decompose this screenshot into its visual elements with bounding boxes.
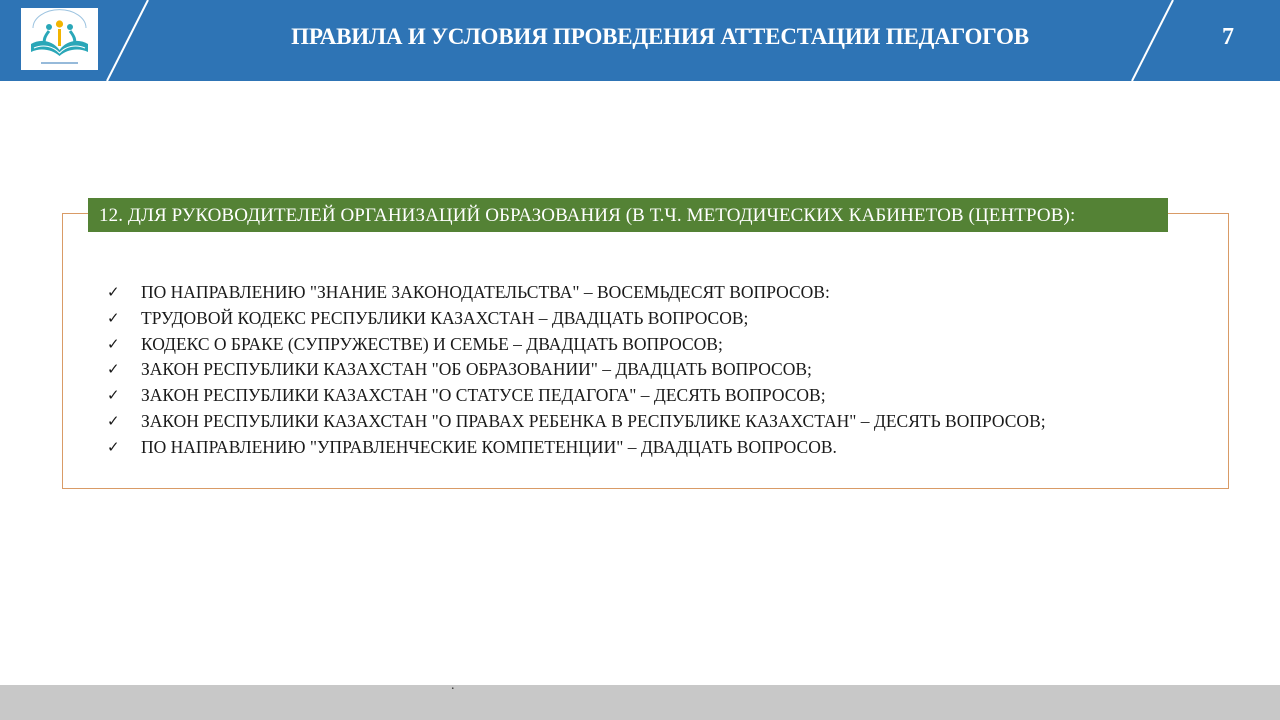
checkmark-icon: ✓ xyxy=(107,411,120,430)
checkmark-icon: ✓ xyxy=(107,386,120,405)
page-number: 7 xyxy=(1222,24,1234,50)
checkmark-icon: ✓ xyxy=(107,334,120,353)
list-item xyxy=(107,409,1046,435)
footer-bar xyxy=(0,685,1280,720)
checkmark-icon: ✓ xyxy=(107,437,120,456)
list-item-text: ПО НАПРАВЛЕНИЮ "УПРАВЛЕНЧЕСКИЕ КОМПЕТЕНЦИИ" – ДВАДЦАТЬ ВОПРОСОВ. xyxy=(141,436,837,457)
list-item xyxy=(107,357,1046,383)
checkmark-icon: ✓ xyxy=(107,283,120,301)
requirements-list xyxy=(107,280,1046,461)
section-heading: 12. ДЛЯ РУКОВОДИТЕЛЕЙ ОРГАНИЗАЦИЙ ОБРАЗОВАНИЯ (В Т.Ч. МЕТОДИЧЕСКИХ КАБИНЕТОВ (ЦЕНТРОВ): xyxy=(99,205,1076,226)
list-item-text: ТРУДОВОЙ КОДЕКС РЕСПУБЛИКИ КАЗАХСТАН – ДВАДЦАТЬ ВОПРОСОВ; xyxy=(141,307,749,328)
list-item xyxy=(107,383,1046,409)
list-item-text: ПО НАПРАВЛЕНИЮ "ЗНАНИЕ ЗАКОНОДАТЕЛЬСТВА" – ВОСЕМЬДЕСЯТ ВОПРОСОВ: xyxy=(141,282,830,302)
list-item xyxy=(107,332,1046,358)
list-item-text: ЗАКОН РЕСПУБЛИКИ КАЗАХСТАН "О ПРАВАХ РЕБЕНКА В РЕСПУБЛИКЕ КАЗАХСТАН" – ДЕСЯТЬ ВОПРОСОВ; xyxy=(141,410,1046,431)
checkmark-icon: ✓ xyxy=(107,308,120,327)
footer-mark: . xyxy=(451,678,455,693)
page-title: ПРАВИЛА И УСЛОВИЯ ПРОВЕДЕНИЯ АТТЕСТАЦИИ ПЕДАГОГОВ xyxy=(291,24,1029,49)
section-heading-bar xyxy=(88,198,1168,232)
list-item xyxy=(107,306,1046,332)
open-book-people-logo-icon xyxy=(21,8,98,70)
list-item-text: КОДЕКС О БРАКЕ (СУПРУЖЕСТВЕ) И СЕМЬЕ – ДВАДЦАТЬ ВОПРОСОВ; xyxy=(141,333,723,354)
checkmark-icon: ✓ xyxy=(107,360,120,379)
list-item xyxy=(107,280,1046,306)
header-bar xyxy=(0,0,1280,81)
list-item-text: ЗАКОН РЕСПУБЛИКИ КАЗАХСТАН "ОБ ОБРАЗОВАНИИ" – ДВАДЦАТЬ ВОПРОСОВ; xyxy=(141,359,812,380)
list-item xyxy=(107,435,1046,461)
list-item-text: ЗАКОН РЕСПУБЛИКИ КАЗАХСТАН "О СТАТУСЕ ПЕДАГОГА" – ДЕСЯТЬ ВОПРОСОВ; xyxy=(141,385,826,406)
organization-logo xyxy=(21,8,98,70)
